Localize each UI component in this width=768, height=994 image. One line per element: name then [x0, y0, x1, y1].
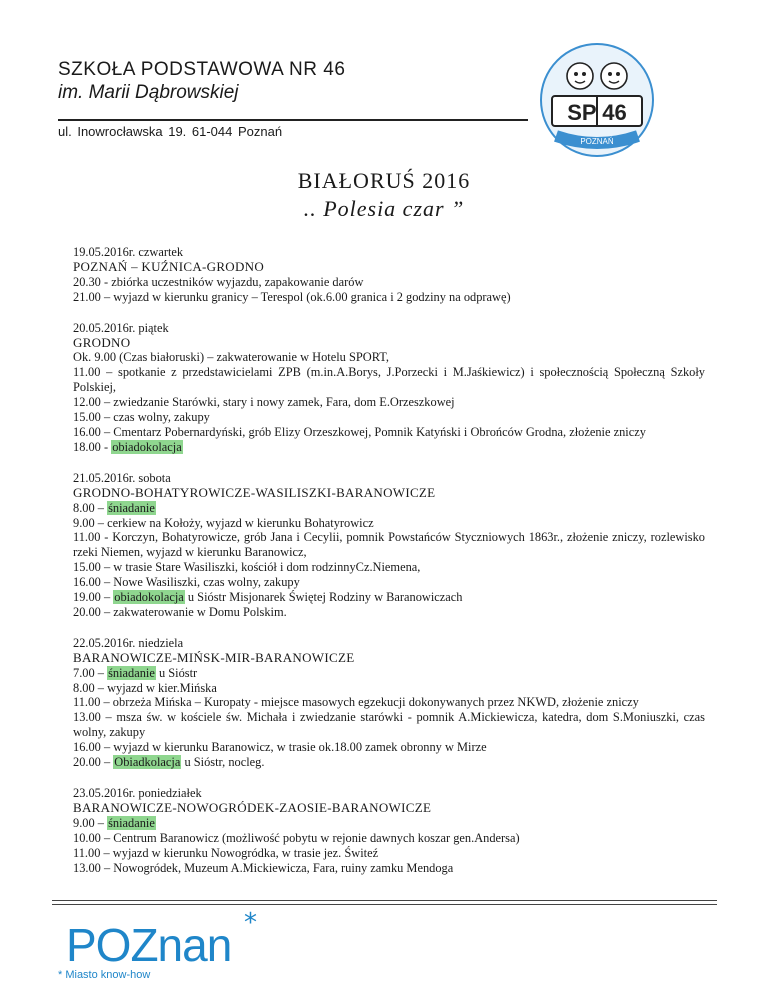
footer-divider-2: [52, 904, 717, 905]
schedule-time: 19.00 –: [73, 590, 114, 605]
schedule-item: 12.00 – zwiedzanie Starówki, stary i nowy zamek, Fara, dom E.Orzeszkowej: [73, 395, 455, 410]
schedule-item: 9.00 – cerkiew na Kołoży, wyjazd w kierunku Bohatyrowicz: [73, 515, 374, 530]
schedule-note: u Sióstr Misjonarek Świętej Rodziny w Baranowiczach: [184, 590, 463, 605]
school-patron: im. Marii Dąbrowskiej: [58, 82, 239, 103]
day-date: 21.05.2016r. sobota: [73, 470, 171, 485]
school-logo: [538, 40, 656, 158]
schedule-item: 16.00 – wyjazd w kierunku Baranowicz, w trasie ok.18.00 zamek obronny w Mirze: [73, 740, 487, 755]
schedule-item: 16.00 – Cmentarz Pobernardyński, grób Elizy Orzeszkowej, Pomnik Katyński i Obrońców Grodna, złożenie zniczy: [73, 424, 646, 439]
schedule-time: 20.00 –: [73, 755, 114, 770]
day-route: POZNAŃ – KUŹNICA-GRODNO: [73, 258, 265, 274]
document-subtitle: .. Polesia czar ”: [303, 196, 465, 221]
day-date: 19.05.2016r. czwartek: [73, 245, 184, 259]
schedule-item: [73, 816, 705, 831]
highlighted-meal: śniadanie: [108, 665, 155, 680]
school-address: ul. Inowrocławska 19. 61-044 Poznań: [58, 124, 283, 139]
schedule-item: 13.00 – msza św. w kościele św. Michała i zwiedzanie starówki - pomnik A.Mickiewicza, katedra, dom S.Moniuszki, czas wolny, zakupy: [73, 710, 705, 740]
highlighted-meal: Obiadkolacja: [114, 755, 181, 770]
schedule-time: 8.00 –: [73, 500, 108, 515]
day-date: 23.05.2016r. poniedziałek: [73, 786, 202, 800]
logo-text: SP 46: [567, 100, 627, 125]
schedule-item: 11.00 - Korczyn, Bohatyrowicze, grób Jana i Cecylii, pomnik Powstańców Styczniowych 1863r., złożenie zniczy, rozlewisko rzeki Niemen, wyjazd w kierunku Baranowicz,: [73, 530, 705, 560]
schedule-item: 20.30 - zbiórka uczestników wyjazdu, zapakowanie darów: [73, 274, 364, 289]
poznan-tagline: * Miasto know-how: [58, 969, 151, 981]
schedule-item: [73, 440, 705, 455]
schedule-item: 15.00 – czas wolny, zakupy: [73, 410, 210, 425]
itinerary-day: [73, 471, 705, 620]
schedule-item: 11.00 – wyjazd w kierunku Nowogródka, w trasie jez. Świteź: [73, 845, 379, 860]
day-route: BARANOWICZE-MIŃSK-MIR-BARANOWICZE: [73, 649, 355, 665]
schedule-item: [73, 755, 705, 770]
poznan-logo-text: POZnan: [66, 919, 232, 971]
schedule-time: 7.00 –: [73, 665, 108, 680]
schedule-item: Ok. 9.00 (Czas białoruski) – zakwaterowanie w Hotelu SPORT,: [73, 350, 389, 365]
schedule-item: 16.00 – Nowe Wasiliszki, czas wolny, zakupy: [73, 575, 300, 590]
schedule-item: [73, 590, 705, 605]
itinerary-day: [73, 245, 705, 305]
itinerary-day: [73, 321, 705, 455]
schedule-time: 18.00 -: [73, 439, 112, 454]
highlighted-meal: śniadanie: [108, 815, 155, 830]
schedule-item: 21.00 – wyjazd w kierunku granicy – Terespol (ok.6.00 granica i 2 godziny na odprawę): [73, 289, 511, 304]
itinerary: [73, 245, 705, 891]
day-date: 20.05.2016r. piątek: [73, 320, 169, 335]
schedule-item: 13.00 – Nowogródek, Muzeum A.Mickiewicza, Fara, ruiny zamku Mendoga: [73, 860, 454, 875]
highlighted-meal: obiadokolacja: [114, 590, 184, 605]
day-route: BARANOWICZE-NOWOGRÓDEK-ZAOSIE-BARANOWICZE: [73, 799, 432, 815]
day-route: GRODNO: [73, 334, 131, 350]
schedule-item: 20.00 – zakwaterowanie w Domu Polskim.: [73, 604, 287, 619]
schedule-item: 11.00 – obrzeża Mińska – Kuropaty - miejsce masowych egzekucji dokonywanych przez NKWD, złożenie zniczy: [73, 695, 639, 710]
schedule-time: 9.00 –: [73, 815, 108, 830]
itinerary-day: [73, 786, 705, 875]
day-date: 22.05.2016r. niedziela: [73, 635, 184, 650]
schedule-note: u Sióstr, nocleg.: [181, 755, 265, 770]
schedule-note: u Sióstr: [155, 665, 198, 680]
schedule-item: 11.00 – spotkanie z przedstawicielami ZPB (m.in.A.Borys, J.Porzecki i M.Jaśkiewicz) i społecznością Społeczną Szkoły Polskiej,: [73, 365, 705, 395]
schedule-item: [73, 501, 705, 516]
schedule-item: 8.00 – wyjazd w kier.Mińska: [73, 680, 217, 695]
schedule-item: 10.00 – Centrum Baranowicz (możliwość pobytu w rejonie dawnych koszar gen.Andersa): [73, 830, 520, 845]
logo-city: POZNAŃ: [580, 137, 614, 146]
poznan-star-icon: *: [244, 908, 257, 938]
document-title: BIAŁORUŚ 2016: [297, 168, 471, 193]
schedule-item: [73, 666, 705, 681]
schedule-item: 15.00 – w trasie Stare Wasiliszki, kościół i dom rodzinnyCz.Niemena,: [73, 560, 421, 575]
highlighted-meal: śniadanie: [108, 500, 155, 515]
footer-divider: [52, 900, 717, 901]
itinerary-day: [73, 636, 705, 770]
day-route: GRODNO-BOHATYROWICZE-WASILISZKI-BARANOWICZE: [73, 484, 436, 500]
school-header: [58, 58, 345, 104]
highlighted-meal: obiadokolacja: [112, 439, 182, 454]
header-divider: [58, 119, 528, 121]
school-name: SZKOŁA PODSTAWOWA NR 46: [58, 59, 346, 80]
